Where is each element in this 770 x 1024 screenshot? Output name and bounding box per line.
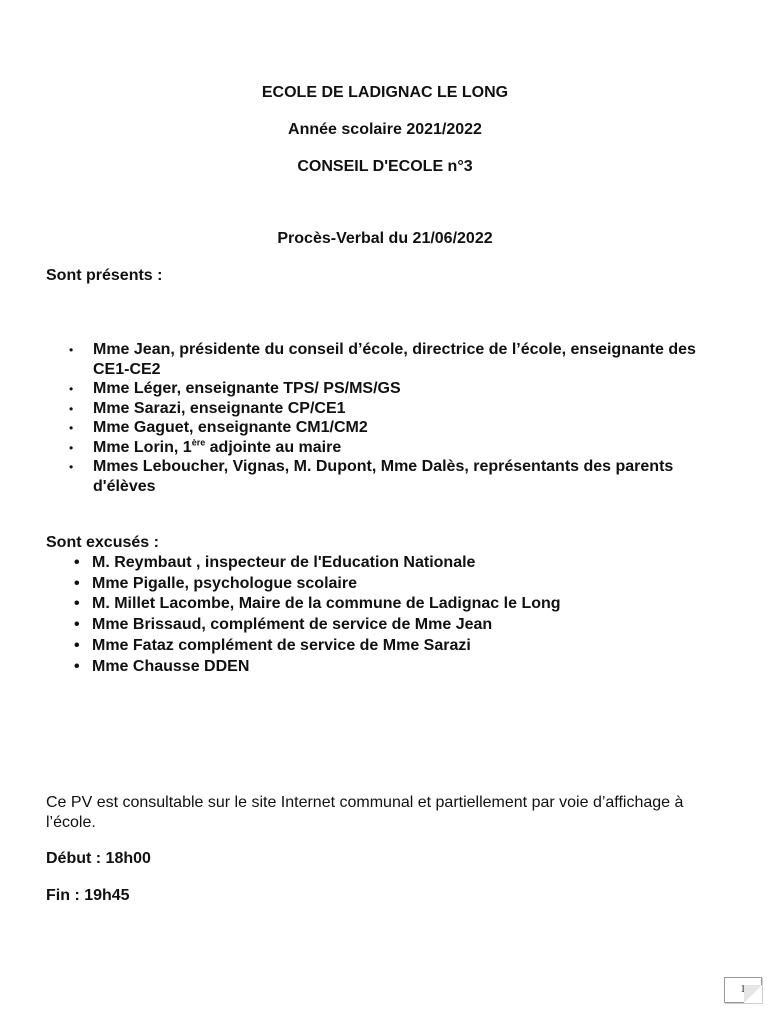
excused-heading: Sont excusés : (46, 534, 159, 551)
council-title: CONSEIL D'ECOLE n°3 (297, 158, 473, 175)
list-item: • Mme Chausse DDEN (46, 657, 706, 678)
list-item: • Mme Gaguet, enseignante CM1/CM2 (46, 418, 706, 438)
ordinal-superscript: ère (191, 437, 206, 448)
excused-list (46, 553, 706, 677)
lorin-role: adjointe au maire (205, 438, 342, 456)
school-name: ECOLE DE LADIGNAC LE LONG (261, 84, 509, 101)
consultation-note: Ce PV est consultable sur le site Internet communal et partiellement par voie d’affichage à l’école. (46, 794, 684, 831)
list-item: • Mme Pigalle, psychologue scolaire (46, 574, 706, 595)
start-time: Début : 18h00 (46, 850, 151, 867)
present-list (46, 340, 706, 496)
list-item (46, 438, 706, 458)
list-item: • Mme Sarazi, enseignante CP/CE1 (46, 399, 706, 419)
page-number: 1 (724, 977, 762, 1003)
lorin-text: Mme Lorin, 1 (93, 438, 192, 456)
end-time: Fin : 19h45 (46, 887, 130, 904)
school-year: Année scolaire 2021/2022 (288, 121, 482, 138)
list-item: • Mmes Leboucher, Vignas, M. Dupont, Mme Dalès, représentants des parents d'élèves (46, 457, 706, 496)
present-heading: Sont présents : (46, 267, 163, 284)
minutes-date: Procès-Verbal du 21/06/2022 (277, 230, 493, 247)
list-item: • M. Millet Lacombe, Maire de la commune de Ladignac le Long (46, 594, 706, 615)
list-item: • M. Reymbaut , inspecteur de l'Education Nationale (46, 553, 706, 574)
list-item: • Mme Léger, enseignante TPS/ PS/MS/GS (46, 379, 706, 399)
list-item: • Mme Fataz complément de service de Mme Sarazi (46, 636, 706, 657)
list-item: • Mme Brissaud, complément de service de Mme Jean (46, 615, 706, 636)
list-item: • Mme Jean, présidente du conseil d’école, directrice de l’école, enseignante des CE1-CE2 (46, 340, 706, 379)
